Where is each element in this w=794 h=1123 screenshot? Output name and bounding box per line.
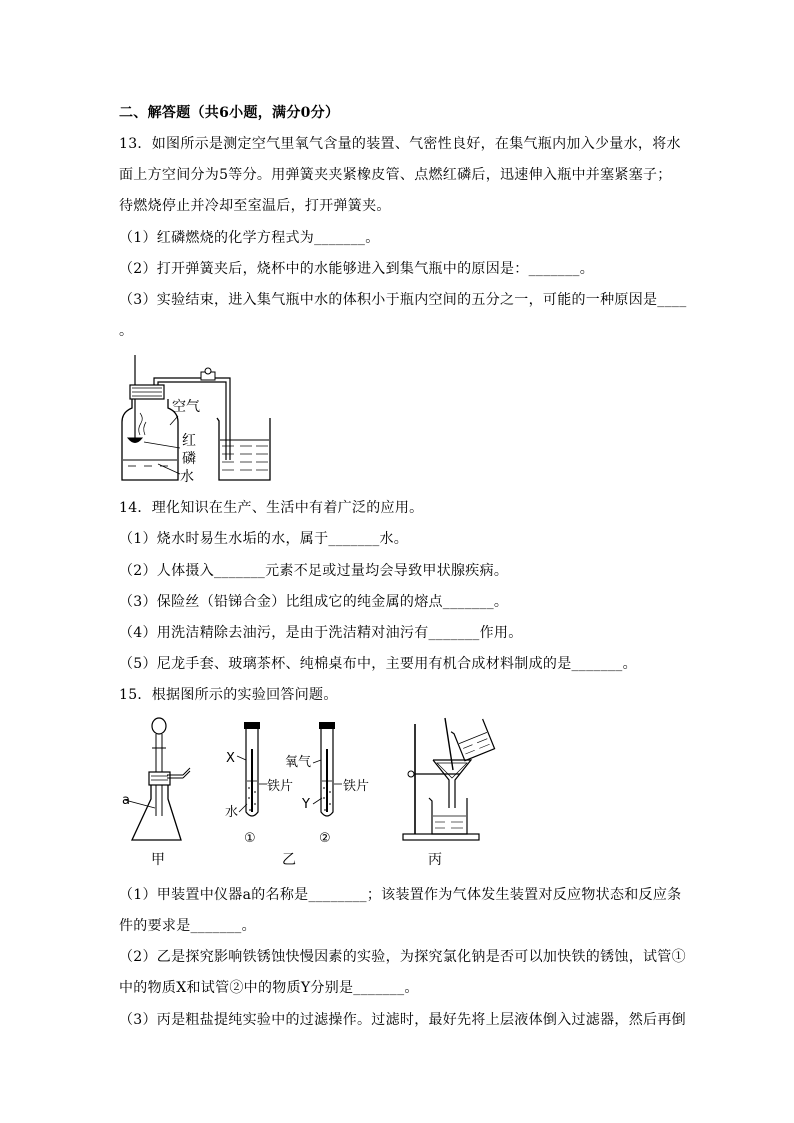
pouring-beaker <box>451 719 495 761</box>
label-X: X <box>226 751 235 766</box>
q14-sub-2: （2）人体摄入_______元素不足或过量均会导致甲状腺疾病。 <box>119 563 509 579</box>
beaker <box>217 418 270 480</box>
tube1-stopper <box>244 722 260 729</box>
q15-sub-1-line-2: 件的要求是_______。 <box>119 918 256 934</box>
q14-stem: 14．理化知识在生产、生活中有着广泛的应用。 <box>119 500 424 516</box>
label-iron-2: 铁片 <box>343 779 370 794</box>
iron-stand-base <box>403 834 479 840</box>
label-oxygen: 氧气 <box>285 755 312 770</box>
q15-sub-2-line-1: （2）乙是探究影响铁锈蚀快慢因素的实验，为探究氯化钠是否可以加快铁的锈蚀，试管① <box>119 949 686 965</box>
q15-stem: 15．根据图所示的实验回答问题。 <box>119 687 338 703</box>
q14-sub-4: （4）用洗洁精除去油污，是由于洗洁精对油污有_______作用。 <box>119 625 523 641</box>
glass-rod <box>445 718 453 770</box>
label-jia: 甲 <box>151 852 165 868</box>
label-bing: 丙 <box>428 852 442 868</box>
q15-sub-3-line-1: （3）丙是粗盐提纯实验中的过滤操作。过滤时，最好先将上层液体倒入过滤器，然后再倒 <box>119 1012 686 1028</box>
q15-sub-1-line-1: （1）甲装置中仪器a的名称是________；该装置作为气体发生装置对反应物状态和反应条 <box>119 887 682 903</box>
label-yi: 乙 <box>282 852 296 868</box>
label-red-2: 磷 <box>182 451 196 467</box>
q15-apparatus-svg <box>115 716 535 876</box>
q15-apparatus-figure <box>115 716 535 876</box>
label-air: 空气 <box>172 399 200 415</box>
label-iron-1: 铁片 <box>267 779 294 794</box>
burning-red-phosphorus <box>128 438 142 443</box>
q14-sub-3: （3）保险丝（铅锑合金）比组成它的纯金属的熔点_______。 <box>119 594 509 610</box>
q13-stem-line-3: 待燃烧停止并冷却至室温后，打开弹簧夹。 <box>119 198 391 214</box>
q13-sub-1: （1）红磷燃烧的化学方程式为_______。 <box>119 230 380 246</box>
q15-sub-2-line-2: 中的物质X和试管②中的物质Y分别是_______。 <box>119 980 419 996</box>
smoke <box>139 413 143 435</box>
jia-flask-apparatus <box>122 718 190 868</box>
label-tube-1: ① <box>244 831 256 846</box>
label-red-1: 红 <box>182 433 196 449</box>
q13-apparatus-figure <box>118 350 278 485</box>
separatory-bulb <box>152 718 166 734</box>
label-water-yi: 水 <box>225 805 239 820</box>
yi-test-tubes <box>225 722 369 868</box>
q13-stem-line-2: 面上方空间分为5等分。用弹簧夹夹紧橡皮管、点燃红磷后，迅速伸入瓶中并塞紧塞子； <box>119 167 672 183</box>
label-water: 水 <box>180 469 194 485</box>
q13-sub-2: （2）打开弹簧夹后，烧杯中的水能够进入到集气瓶中的原因是：_______。 <box>119 261 595 277</box>
tube2-stopper <box>319 722 335 729</box>
q13-sub-3-line-1: （3）实验结束，进入集气瓶中水的体积小于瓶内空间的五分之一，可能的一种原因是____ <box>119 292 687 308</box>
section-heading: 二、解答题（共6小题，满分0分） <box>119 105 340 121</box>
flask-stopper <box>149 772 170 785</box>
q14-sub-5: （5）尼龙手套、玻璃茶杯、纯棉桌布中，主要用有机合成材料制成的是_______。 <box>119 656 637 672</box>
q13-sub-3-line-2: 。 <box>119 323 134 339</box>
q13-apparatus-svg <box>118 350 278 485</box>
q14-sub-1: （1）烧水时易生水垢的水，属于_______水。 <box>119 531 409 547</box>
q13-stem-line-1: 13．如图所示是测定空气里氧气含量的装置、气密性良好，在集气瓶内加入少量水，将水 <box>119 136 681 152</box>
label-a: a <box>122 793 130 808</box>
label-Y: Y <box>302 797 310 812</box>
label-tube-2: ② <box>319 831 331 846</box>
bing-filtration-apparatus <box>403 718 495 868</box>
